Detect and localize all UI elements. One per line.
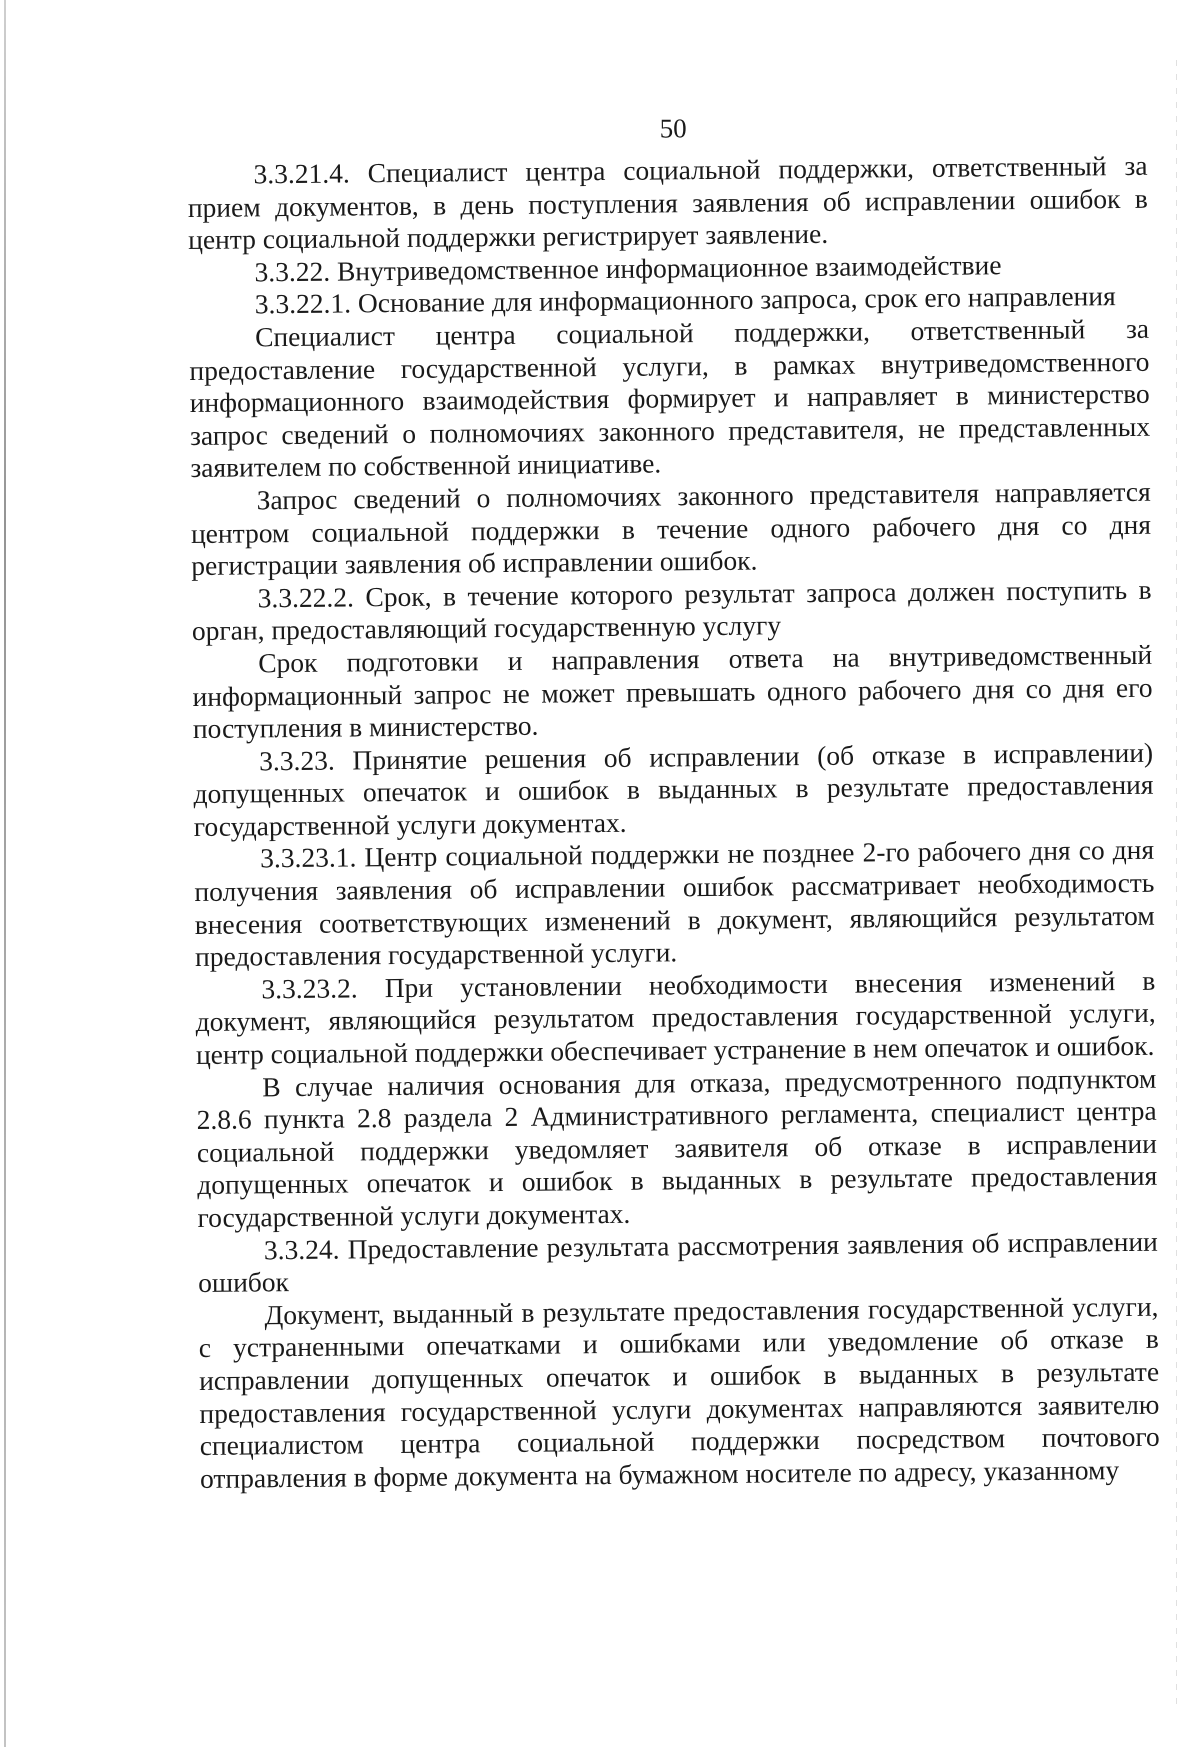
paragraph-3-3-23-1: 3.3.23.1. Центр социальной поддержки не позднее 2-го рабочего дня со дня получения заявления об исправлении ошибок рассматривает необходимость внесения соответствующих изменений в документ, являющийся результатом предоставления государственной услуги. xyxy=(194,834,1155,973)
paragraph-specialist-request: Специалист центра социальной поддержки, ответственный за предоставление государственной услуги, в рамках внутриведомственного информационного взаимодействия формирует и направляет в министерство запрос сведений о полномочиях законного представителя, не представленных заявителем по собственной инициативе. xyxy=(189,312,1151,484)
paragraph-result-delivery: Документ, выданный в результате предоставления государственной услуги, с устраненными опечатками и ошибками или уведомление об отказе в исправлении допущенных опечаток и ошибок в выданных в результате предоставления государственной услуги документах направляются заявителю специалистом центра социальной поддержки посредством почтового отправления в форме документа на бумажном носителе по адресу, указанному xyxy=(198,1290,1160,1494)
heading-3-3-22-2: 3.3.22.2. Срок, в течение которого результат запроса должен поступить в орган, предоставляющий государственную услугу xyxy=(191,573,1152,647)
heading-3-3-22: 3.3.22. Внутриведомственное информационное взаимодействие xyxy=(254,248,1002,288)
heading-3-3-22-1: 3.3.22.1. Основание для информационного запроса, срок его направления xyxy=(254,280,1116,320)
scan-edge-right xyxy=(1176,60,1177,1710)
paragraph-request-timing: Запрос сведений о полномочиях законного представителя направляется центром социальной поддержки в течение одного рабочего дня со дня регистрации заявления об исправлении ошибок. xyxy=(190,475,1152,582)
paragraph-3-3-23-2: 3.3.23.2. При установлении необходимости внесения изменений в документ, являющийся результатом предоставления государственной услуги, центр социальной поддержки обеспечивает устранение в нем опечаток и ошибок. xyxy=(195,964,1156,1070)
heading-3-3-23: 3.3.23. Принятие решения об исправлении (об отказе в исправлении) допущенных опечаток и ошибок в выданных в результате предоставления государственной услуги документах. xyxy=(193,736,1154,842)
document-page xyxy=(187,109,1160,1495)
paragraph-3-3-21-4: 3.3.21.4. Специалист центра социальной поддержки, ответственный за прием документов, в день поступления заявления об исправлении ошибок в центр социальной поддержки регистрирует заявление. xyxy=(187,149,1148,256)
paragraph-refusal-case: В случае наличия основания для отказа, предусмотренного подпунктом 2.8.6 пункта 2.8 раздела 2 Административного регламента, специалист центра социальной поддержки уведомляет заявителя об отказе в исправлении допущенных опечаток и ошибок в выданных в результате предоставления государственной услуги документах. xyxy=(196,1062,1158,1233)
paragraph-response-deadline: Срок подготовки и направления ответа на внутриведомственный информационный запрос не может превышать одного рабочего дня со дня его поступления в министерство. xyxy=(192,638,1153,745)
heading-3-3-24: 3.3.24. Предоставление результата рассмотрения заявления об исправлении ошибок xyxy=(198,1225,1158,1299)
page-number: 50 xyxy=(659,113,687,144)
scan-edge-left xyxy=(4,0,6,1747)
